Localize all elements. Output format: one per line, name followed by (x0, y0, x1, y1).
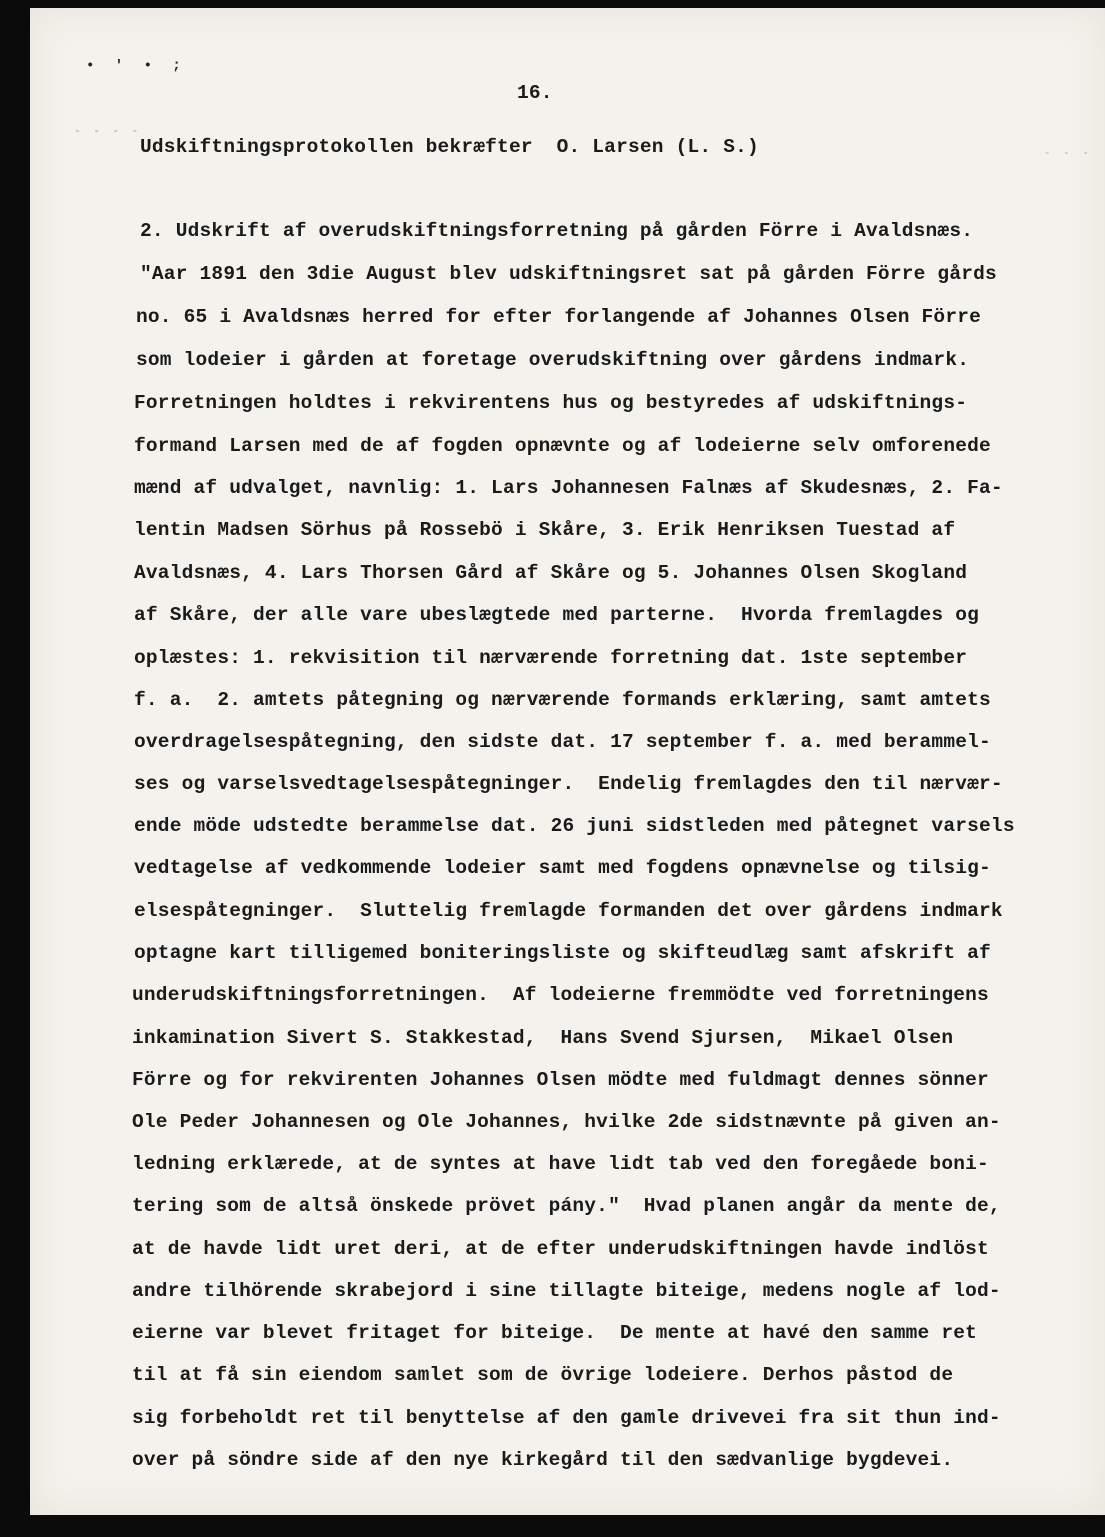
body-line: inkamination Sivert S. Stakkestad, Hans Svend Sjursen, Mikael Olsen (132, 1027, 954, 1049)
confirmation-line: Udskiftningsprotokollen bekræfter O. Larsen (L. S.) (140, 136, 759, 158)
body-line: Forretningen holdtes i rekvirentens hus og bestyredes af udskiftnings- (134, 392, 968, 414)
body-line: underudskiftningsforretningen. Af lodeierne fremmödte ved forretningens (132, 984, 989, 1006)
body-line: oplæstes: 1. rekvisition til nærværende forretning dat. 1ste september (134, 647, 968, 669)
body-line: optagne kart tilligemed boniteringsliste og skifteudlæg samt afskrift af (134, 942, 991, 964)
body-line: lentin Madsen Sörhus på Rossebö i Skåre, 3. Erik Henriksen Tuestad af (134, 519, 956, 541)
body-line: ses og varselsvedtagelsespåtegninger. Endelig fremlagdes den til nærvær- (134, 773, 1003, 795)
body-line: sig forbeholdt ret til benyttelse af den gamle drivevei fra sit thun ind- (132, 1407, 1001, 1429)
document-page (30, 8, 1105, 1515)
body-line: "Aar 1891 den 3die August blev udskiftningsret sat på gården Förre gårds (140, 263, 997, 285)
page-number: 16. (517, 82, 553, 104)
body-line: tering som de altså önskede prövet pány." Hvad planen angår da mente de, (132, 1195, 1001, 1217)
body-line: af Skåre, der alle vare ubeslægtede med parterne. Hvorda fremlagdes og (134, 604, 980, 626)
body-line: Förre og for rekvirenten Johannes Olsen mödte med fuldmagt dennes sönner (132, 1069, 989, 1091)
margin-marks: • ' • ; (86, 58, 187, 74)
body-line: eierne var blevet fritaget for biteige. De mente at havé den samme ret (132, 1322, 978, 1344)
body-line: vedtagelse af vedkommende lodeier samt med fogdens opnævnelse og tilsig- (134, 857, 991, 879)
body-line: andre tilhörende skrabejord i sine tillagte biteige, medens nogle af lod- (132, 1280, 1001, 1302)
body-line: mænd af udvalget, navnlig: 1. Lars Johannesen Falnæs af Skudesnæs, 2. Fa- (134, 477, 1003, 499)
body-line: Avaldsnæs, 4. Lars Thorsen Gård af Skåre og 5. Johannes Olsen Skogland (134, 562, 968, 584)
body-line: f. a. 2. amtets påtegning og nærværende formands erklæring, samt amtets (134, 689, 991, 711)
margin-smudge: - - - (1044, 148, 1093, 160)
body-line: 2. Udskrift af overudskiftningsforretning på gården Förre i Avaldsnæs. (140, 220, 974, 242)
body-line: Ole Peder Johannesen og Ole Johannes, hvilke 2de sidstnævnte på given an- (132, 1111, 1001, 1133)
body-line: formand Larsen med de af fogden opnævnte og af lodeierne selv omforenede (134, 435, 991, 457)
body-line: at de havde lidt uret deri, at de efter underudskiftningen havde indlöst (132, 1238, 989, 1260)
body-line: ledning erklærede, at de syntes at have lidt tab ved den foregåede boni- (132, 1153, 989, 1175)
body-line: som lodeier i gården at foretage overudskiftning over gårdens indmark. (136, 349, 970, 371)
body-line: over på söndre side af den nye kirkegård til den sædvanlige bygdevei. (132, 1449, 954, 1471)
margin-smudge: - - - - (74, 126, 142, 138)
body-line: elsespåtegninger. Sluttelig fremlagde formanden det over gårdens indmark (134, 900, 1003, 922)
body-line: no. 65 i Avaldsnæs herred for efter forlangende af Johannes Olsen Förre (136, 306, 982, 328)
body-line: ende möde udstedte berammelse dat. 26 juni sidstleden med påtegnet varsels (134, 815, 1015, 837)
body-line: til at få sin eiendom samlet som de övrige lodeiere. Derhos påstod de (132, 1364, 954, 1386)
body-line: overdragelsespåtegning, den sidste dat. 17 september f. a. med berammel- (134, 731, 991, 753)
